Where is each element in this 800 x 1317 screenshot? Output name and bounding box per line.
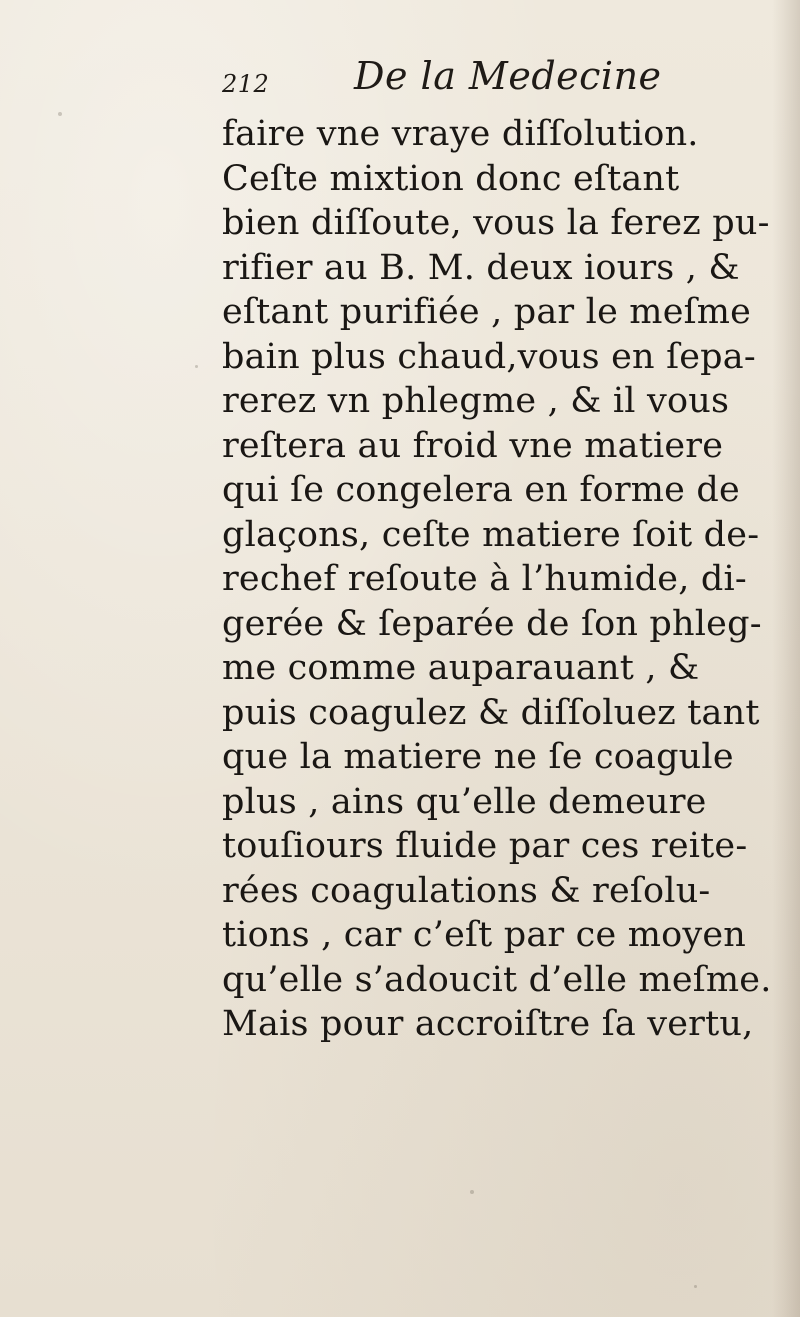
text-line: reſtera au froid vne matiere: [222, 425, 724, 466]
text-line: bain plus chaud,vous en ſepa-: [222, 336, 756, 377]
page-header: [222, 52, 762, 108]
paper-speck: [195, 365, 198, 368]
text-line: me comme auparauant , &: [222, 648, 700, 688]
body-text: [222, 112, 772, 1047]
text-line: eſtant purifiée , par le meſme: [222, 292, 752, 332]
text-line: plus , ains qu’elle demeure: [222, 781, 707, 822]
text-line: que la matiere ne ſe coagule: [222, 737, 734, 777]
paper-speck: [58, 112, 62, 116]
text-line: gerée & ſeparée de ſon phleg-: [222, 603, 762, 644]
page-edge-shadow: [772, 0, 800, 1317]
paper-speck: [470, 1190, 474, 1194]
text-line: tions , car c’eſt par ce moyen: [222, 915, 746, 955]
text-line: qu’elle s’adoucit d’elle meſme.: [222, 959, 772, 1000]
text-line: rées coagulations & reſolu-: [222, 870, 711, 911]
text-line: Mais pour accroiſtre ſa vertu,: [222, 1004, 754, 1044]
text-line: rechef reſoute à l’humide, di-: [222, 559, 747, 599]
text-line: touſiours fluide par ces reite-: [222, 826, 748, 866]
text-line: rerez vn phlegme , & il vous: [222, 381, 730, 421]
text-line: faire vne vraye diſſolution.: [222, 114, 699, 154]
page-number: 212: [222, 70, 270, 98]
text-line: Ceſte mixtion donc eſtant: [222, 158, 680, 199]
text-line: puis coagulez & diſſoluez tant: [222, 692, 760, 733]
text-line: rifier au B. M. deux iours , &: [222, 247, 740, 288]
text-line: glaçons, ceſte matiere ſoit de-: [222, 514, 760, 555]
text-line: bien diſſoute, vous la ferez pu-: [222, 203, 770, 243]
paper-speck: [694, 1285, 697, 1288]
text-line: qui ſe congelera en forme de: [222, 470, 740, 510]
running-title: De la Medecine: [354, 54, 662, 98]
